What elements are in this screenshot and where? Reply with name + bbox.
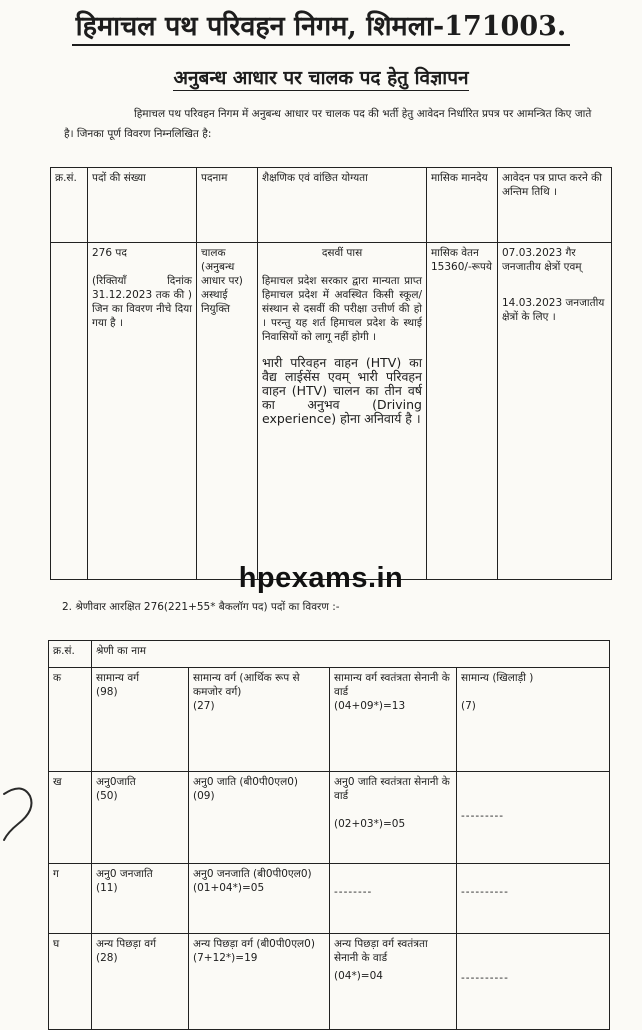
cell-serial: ग (49, 864, 92, 934)
cell-category: सामान्य वर्ग स्वतंत्रता सेनानी के वार्ड (04+09*)=13 (330, 668, 457, 772)
qualification-paragraph-2: भारी परिवहन वाहन (HTV) का वैद्य लाईसेंस एवम् भारी परिवहन वाहन (HTV) चालन का तीन वर्ष का अनुभव (Driving experience) होना अनिवार्य है । (262, 355, 422, 426)
last-date-tribal: 14.03.2023 जनजातीय क्षेत्रों के लिए । (502, 297, 605, 323)
cell-category: अनु0जाति (50) (92, 772, 189, 864)
cell-serial: क (49, 668, 92, 772)
qualification-heading: दसवीं पास (321, 247, 363, 259)
cell-category: ---------- (457, 934, 610, 1030)
cell-category: अनु0 जनजाति (बी0पी0एल0) (01+04*)=05 (189, 864, 330, 934)
col-header-serial: क्र.सं. (49, 641, 92, 668)
cell-serial: घ (49, 934, 92, 1030)
col-header-last-date: आवेदन पत्र प्राप्त करने की अन्तिम तिथि । (498, 168, 612, 243)
cell-category: ---------- (457, 864, 610, 934)
posts-detail: (रिक्तियाँ दिनांक 31.12.2023 तक की ) जिन का विवरण नीचे दिया गया है । (92, 275, 192, 329)
cell-category: अन्य पिछड़ा वर्ग (28) (92, 934, 189, 1030)
cell-category: अनु0 जनजाति (11) (92, 864, 189, 934)
qualification-paragraph-1: हिमाचल प्रदेश सरकार द्वारा मान्यता प्राप्त हिमाचल प्रदेश में अवस्थित किसी स्कूल/संस्थान से दसवीं की परीक्षा उत्तीर्ण की हो । परन्तु यह शर्त हिमाचल प्रदेश के स्थाई निवासियों को लागू नहीं होगी । (262, 275, 422, 343)
col-header-salary: मासिक मानदेय (427, 168, 498, 243)
cell-category: अन्य पिछड़ा वर्ग स्वतंत्रता सेनानी के वार्ड (04*)=04 (330, 934, 457, 1030)
last-date-non-tribal: 07.03.2023 गैर जनजातीय क्षेत्रों एवम् (502, 247, 582, 273)
table-header-row (49, 641, 610, 668)
recruitment-details-table (50, 167, 612, 580)
cell-category: सामान्य वर्ग (आर्थिक रूप से कमजोर वर्ग) (27) (189, 668, 330, 772)
table-row (51, 243, 612, 580)
cell-serial (51, 243, 88, 580)
advertisement-title: अनुबन्ध आधार पर चालक पद हेतु विज्ञापन (173, 67, 469, 89)
cell-category: -------- (330, 864, 457, 934)
table-row (49, 934, 610, 1030)
intro-paragraph: हिमाचल पथ परिवहन निगम में अनुबन्ध आधार पर चालक पद की भर्ती हेतु आवेदन निर्धारित प्रपत्र पर आमन्त्रित किए जाते है। जिनका पूर्ण विवरण निम्नलिखित है: (64, 108, 592, 140)
col-header-serial: क्र.सं. (51, 168, 88, 243)
cell-category: अनु0 जाति (बी0पी0एल0) (09) (189, 772, 330, 864)
cell-category: सामान्य वर्ग (98) (92, 668, 189, 772)
watermark: hpexams.in (238, 562, 404, 594)
table-header-row (51, 168, 612, 243)
table-row (49, 772, 610, 864)
cell-designation: चालक (अनुबन्ध आधार पर) अस्थाई नियुक्ति (197, 243, 258, 580)
section-2-title: 2. श्रेणीवार आरक्षित 276(221+55* बैकलॉग पद) पदों का विवरण :- (62, 601, 340, 613)
cell-category: अनु0 जाति स्वतंत्रता सेनानी के वार्ड (02+03*)=05 (330, 772, 457, 864)
table-row (49, 668, 610, 772)
cell-salary: मासिक वेतन 15360/-रूपये (427, 243, 498, 580)
cell-posts (88, 243, 197, 580)
col-header-posts: पदों की संख्या (88, 168, 197, 243)
cell-serial: ख (49, 772, 92, 864)
col-header-category: श्रेणी का नाम (92, 641, 610, 668)
category-table (48, 640, 610, 1030)
cell-category: अन्य पिछड़ा वर्ग (बी0पी0एल0) (7+12*)=19 (189, 934, 330, 1030)
cell-category: सामान्य (खिलाड़ी ) (7) (457, 668, 610, 772)
col-header-designation: पदनाम (197, 168, 258, 243)
cell-last-date (498, 243, 612, 580)
cell-category: --------- (457, 772, 610, 864)
col-header-qualification: शैक्षणिक एवं वांछित योग्यता (258, 168, 427, 243)
organization-title: हिमाचल पथ परिवहन निगम, शिमला-171003. (0, 6, 642, 46)
posts-count: 276 पद (92, 247, 127, 259)
table-row (49, 864, 610, 934)
cell-qualification (258, 243, 427, 580)
pen-mark (0, 780, 40, 850)
